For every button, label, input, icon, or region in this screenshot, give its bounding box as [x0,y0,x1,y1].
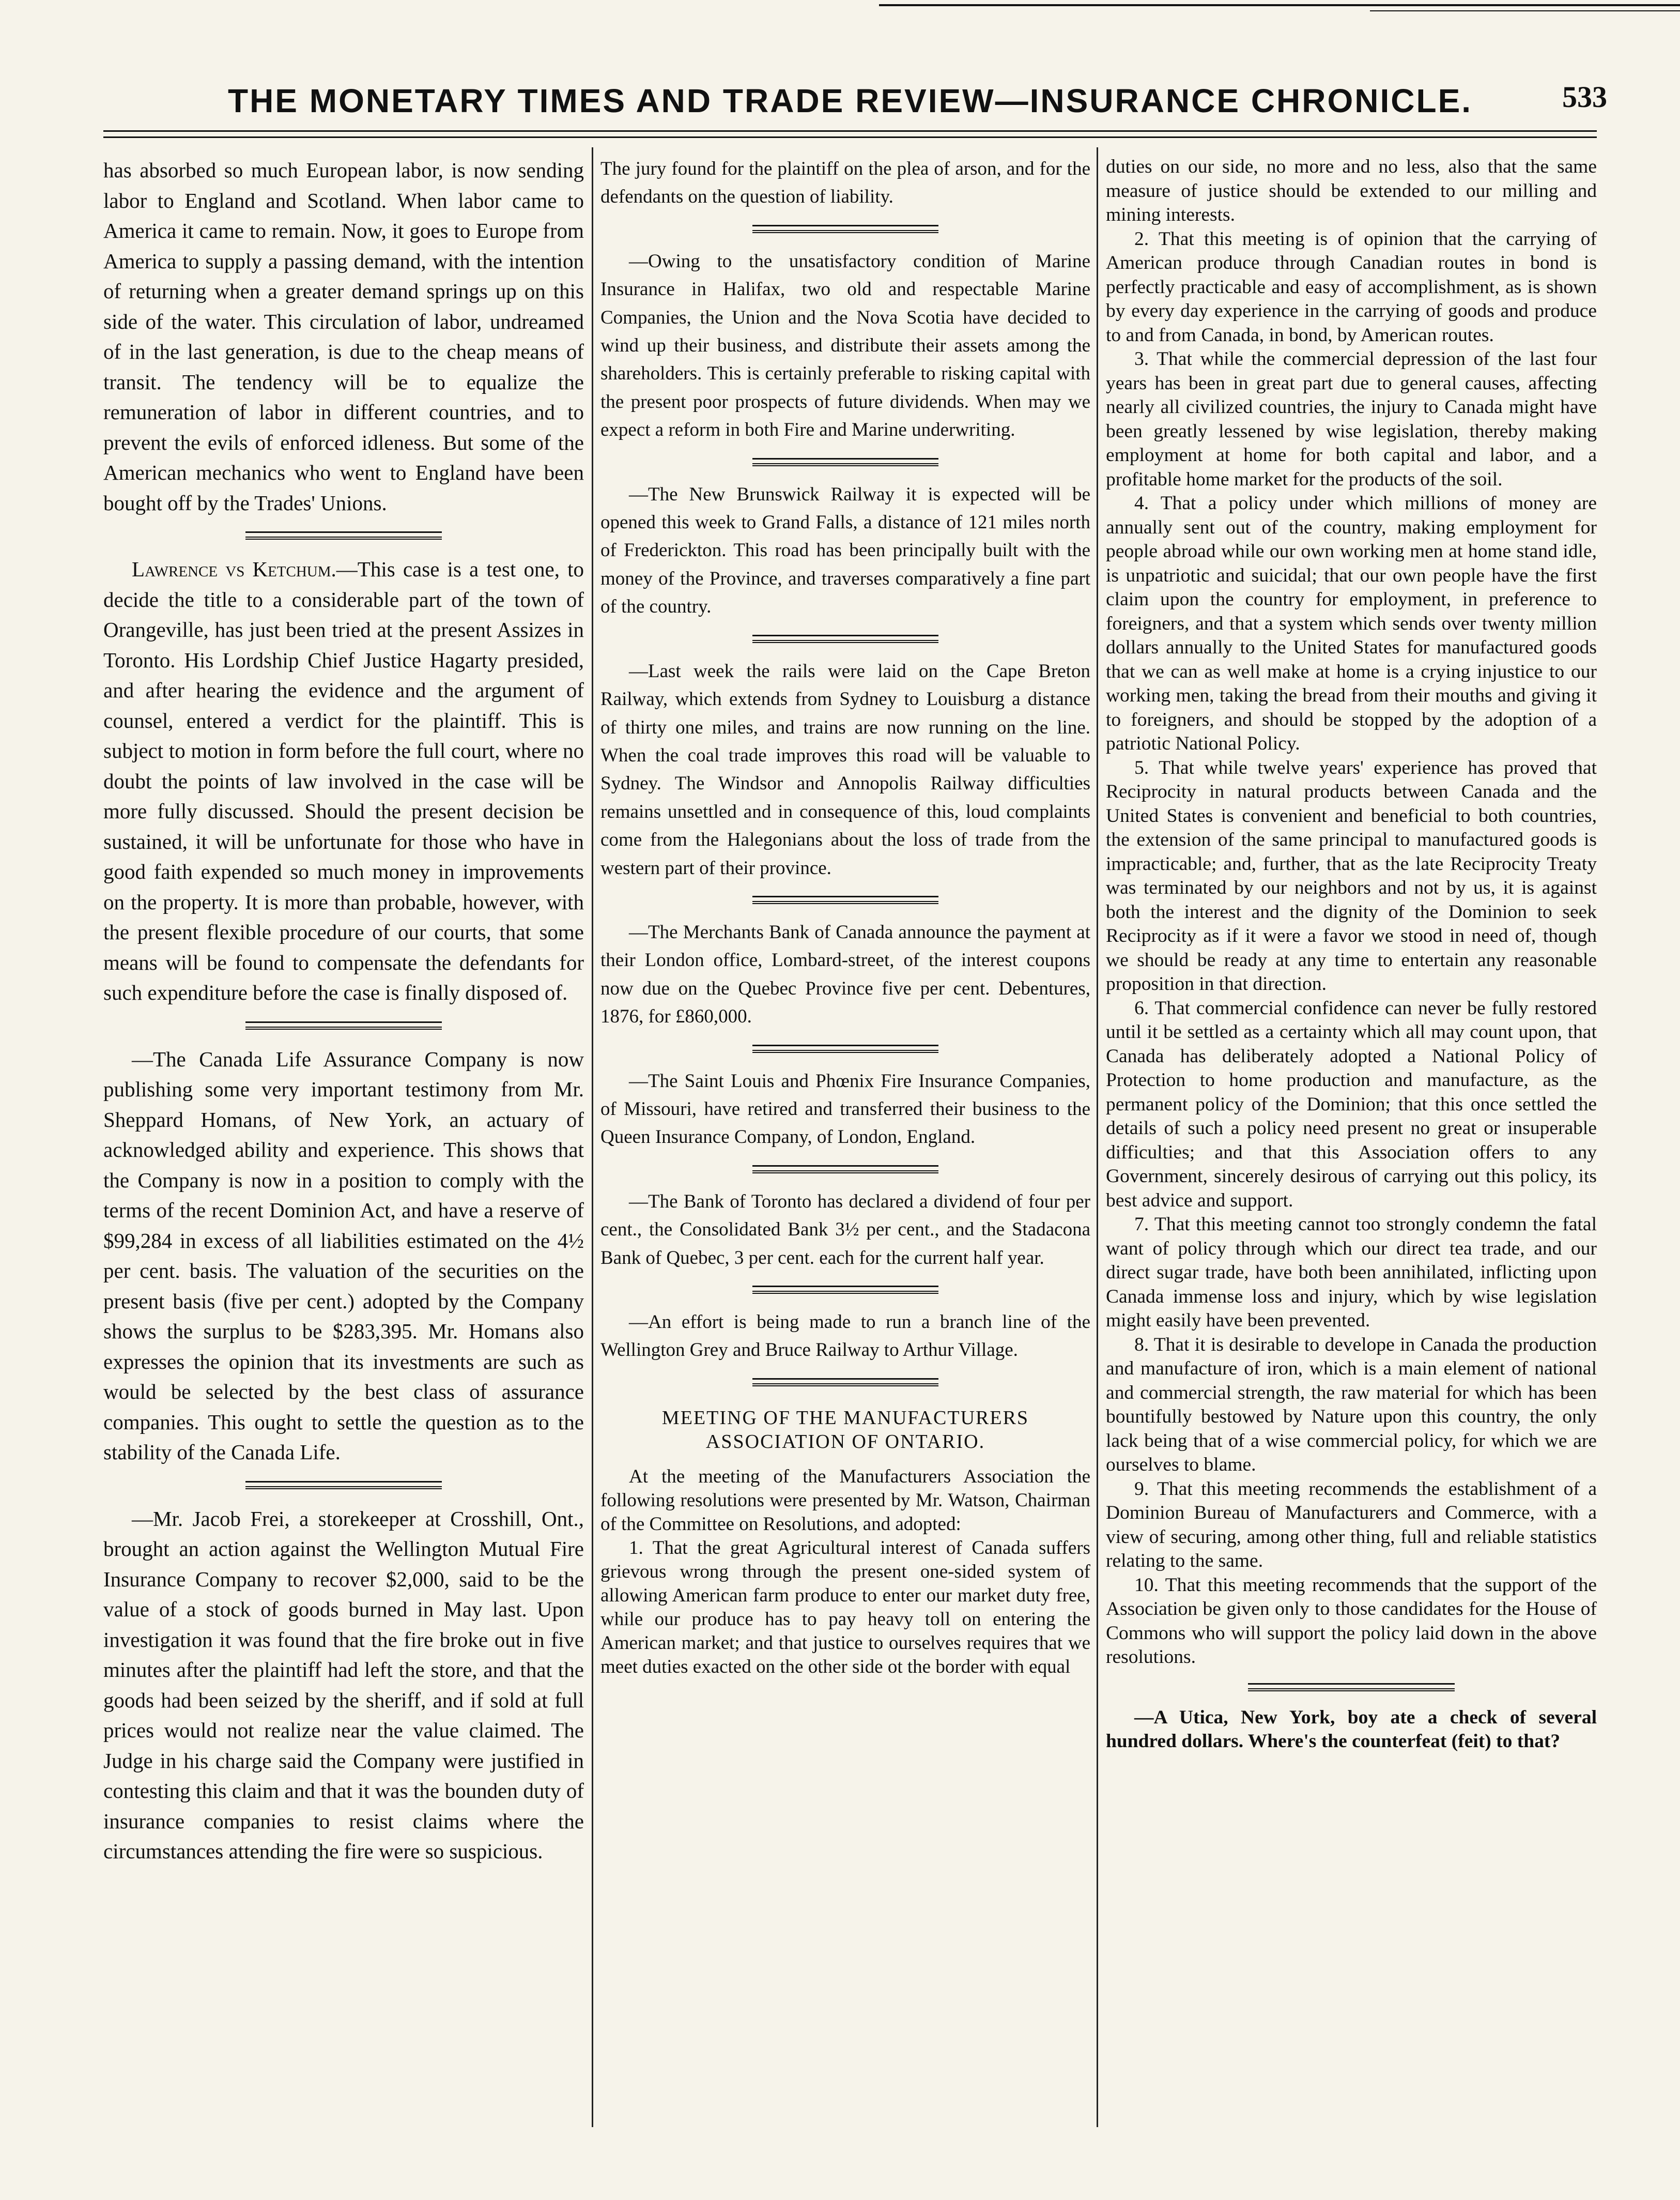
resolution-10: 10. That this meeting recommends that the support of the Association be given only to those candidates for the House of Commons who will support the policy laid down in the above resolutions. [1106,1574,1597,1668]
page-number: 533 [1562,80,1607,114]
article-jacob-frei: —Mr. Jacob Frei, a storekeeper at Crosshill, Ont., brought an action against the Wellington Mutual Fire Insurance Company to recover $2,000, said to be the value of a stock of goods burned in May last. Upon investigation it was found that the fire broke out in five minutes after the plaintiff had left the store, and that the goods had been seized by the sheriff, and if sold at full prices would not realize near the value claimed. The Judge in his charge said the Company were justified in contesting this claim and that it was the bounden duty of insurance companies to resist claims where the circumstances attending the fire were so suspicious. [103,1506,584,1863]
article-separator [600,621,1090,658]
article-merchants-bank: —The Merchants Bank of Canada announce the payment at their London office, Lombard-street, of the interest coupons now due on the Quebec Province five per cent. Debentures, 1876, for £860,000. [600,921,1090,1028]
heading-line-1: MEETING OF THE MANUFACTURERS [661,1407,1029,1429]
resolution-1-continued: duties on our side, no more and no less, also that the same measure of justice should be extended to our milling and mining interests. [1106,156,1597,225]
article-cape-breton-railway: —Last week the rails were laid on the Cape Breton Railway, which extends from Sydney to Louisburg a distance of thirty one miles, and trains are now running on the line. When the coal trade improves this road will be valuable to Sydney. The Windsor and Annopolis Railway difficulties remains unsettled and in consequence of this, loud complaints come from the Halegonians about the loss of trade from the western part of their province. [600,660,1090,879]
top-border-rule [879,4,1680,6]
top-border-rule-thin [1370,10,1680,11]
resolution-1: 1. That the great Agricultural interest of Canada suffers grievous wrong through the present one-sided system of allowing American farm produce to enter our market duty free, while our produce has to pay heavy toll on entering the American market; and that justice to ourselves requires that we meet duties exacted on the other side ot the border with equal [600,1537,1090,1677]
resolution-9: 9. That this meeting recommends the establishment of a Dominion Bureau of Manufacturers and Commerce, with a view of securing, among other thing, full and reliable statistics relating to the same. [1106,1478,1597,1571]
article-separator [600,1031,1090,1067]
column-3 [1106,155,1597,2145]
resolution-2: 2. That this meeting is of opinion that the carrying of American produce through Canadian routes in bond is perfectly practicable and easy of accomplishment, as is shown by every day experience in the carrying of goods and produce to and from Canada, in bond, by American routes. [1106,228,1597,346]
column-divider-1 [592,147,593,2127]
header-rule-bottom [103,136,1597,138]
article-canada-life: —The Canada Life Assurance Company is now publishing some very important testimony from Mr. Sheppard Homans, of New York, an actuary of acknowledged ability and experience. This shows that the Company is now in a position to comply with the terms of the recent Dominion Act, and have a reserve of $99,284 in excess of all liabilities estimated on the 4½ per cent. basis. The valuation of the securities on the present basis (five per cent.) adopted by the Company shows the surplus to be $283,395. Mr. Homans also expresses the opinion that its investments are such as would be selected by the best class of assurance companies. This ought to settle the question as to the stability of the Canada Life. [103,1047,584,1464]
section-heading-manufacturers-meeting [600,1406,1090,1454]
resolution-3: 3. That while the commercial depression of the last four years has been in great part due to general causes, affecting nearly all civilized countries, the injury to Canada might have been greatly lessened by wise legislation, thereby making employment at home for both capital and labor, and a profitable home market for the products of the soil. [1106,348,1597,490]
article-separator [1106,1670,1597,1706]
article-bank-of-toronto: —The Bank of Toronto has declared a dividend of four per cent., the Consolidated Bank 3½ per cent., and the Stadacona Bank of Quebec, 3 per cent. each for the current half year. [600,1190,1090,1269]
article-separator [103,518,584,554]
column-1 [103,155,584,2145]
article-separator [600,882,1090,919]
article-separator [103,1468,584,1504]
heading-line-2: ASSOCIATION OF ONTARIO. [705,1430,985,1453]
resolution-7: 7. That this meeting cannot too strongly condemn the fatal want of policy through which our direct tea trade, and our direct sugar trade, have both been annihilated, inflicting upon Canada immense loss and injury, which by wise legislation might easily have been prevented. [1106,1214,1597,1331]
article-separator [600,1152,1090,1188]
article-separator [600,1365,1090,1401]
article-separator [103,1008,584,1044]
article-new-brunswick-railway: —The New Brunswick Railway it is expected will be opened this week to Grand Falls, a distance of 121 miles north of Frederickton. This road has been principally built with the money of the Province, and traverses comparatively a fine part of the country. [600,483,1090,618]
masthead [103,72,1607,129]
column-2 [600,155,1090,2145]
article-labor-migration: has absorbed so much European labor, is now sending labor to England and Scotland. When labor came to America it came to remain. Now, it goes to Europe from America to supply a passing demand, with the intention of returning when a greater demand springs up on this side of the water. This circulation of labor, undreamed of in the last generation, is due to the cheap means of transit. The tendency will be to equalize the remuneration of labor in different countries, and to prevent the evils of enforced idleness. But some of the American mechanics who went to England have been bought off by the Trades' Unions. [103,158,584,515]
resolution-4: 4. That a policy under which millions of money are annually sent out of the country, making employment for people abroad while our own working men at home stand idle, is unpatriotic and suicidal; that our own people have the first claim upon the country for employment, in preference to foreigners, and that a system which sends over twenty million dollars annually to the United States for manufactured goods that we can as well make at home is a crying injustice to our working men, taking the bread from their mouths and giving it to foreigners, and should be stopped by the adoption of a patriotic National Policy. [1106,493,1597,754]
article-lawrence-title: Lawrence vs Ketchum. [132,557,336,581]
resolution-6: 6. That commercial confidence can never be fully restored until it be settled as a certainty which all may count upon, that Canada has deliberately adopted a National Policy of Protection to home production and manufacture, as the permanent policy of the Dominion; that this once settled the details of such a policy need present no great or insuperable difficulties; and that this Association offers to any Government, sincerely desirous of carrying out this policy, its best advice and support. [1106,997,1597,1211]
meeting-intro: At the meeting of the Manufacturers Association the following resolutions were presented by Mr. Watson, Chairman of the Committee on Resolutions, and adopted: [600,1465,1090,1535]
article-phoenix-fire: —The Saint Louis and Phœnix Fire Insurance Companies, of Missouri, have retired and transferred their business to the Queen Insurance Company, of London, England. [600,1070,1090,1148]
article-separator [600,445,1090,481]
article-marine-insurance: —Owing to the unsatisfactory condition of Marine Insurance in Halifax, two old and respectable Marine Companies, the Union and the Nova Scotia have decided to wind up their business, and distribute their assets among the shareholders. This is certainly preferable to risking capital with the present poor prospects of future dividends. When may we expect a reform in both Fire and Marine underwriting. [600,250,1090,441]
resolution-5: 5. That while twelve years' experience has proved that Reciprocity in natural products between Canada and the United States is convenient and beneficial to both countries, the extension of the same principal to manufactured goods is impracticable; and, further, that as the late Reciprocity Treaty was terminated by our neighbors and not by us, it is against both the interest and the dignity of the Dominion to seek Reciprocity as if it were a favor we stood in need of, though we should be ready at any time to entertain any reasonable proposition in that direction. [1106,757,1597,995]
resolution-8: 8. That it is desirable to develope in Canada the production and manufacture of iron, which is a main element of national and commercial strength, the raw material for which has been bountifully bestowed by Nature upon this country, the only lack being that of a wise commercial policy, for which we are ourselves to blame. [1106,1334,1597,1475]
column-divider-2 [1097,147,1098,2127]
article-lawrence-body: —This case is a test one, to decide the title to a considerable part of the town of Orangeville, has just been tried at the present Assizes in Toronto. His Lordship Chief Justice Hagarty presided, and after hearing the evidence and the argument of counsel, entered a verdict for the plaintiff. This is subject to motion in form before the full court, where no doubt the points of law involved in the case will be more fully discussed. Should the present decision be sustained, it will be unfortunate for those who have in good faith expended so much money in improvements on the property. It is more than probable, however, with the present flexible procedure of our courts, that some means will be found to compensate the defendants for such expenditure before the case is finally disposed of. [103,557,584,1004]
article-branch-line: —An effort is being made to run a branch line of the Wellington Grey and Bruce Railway to Arthur Village. [600,1311,1090,1361]
article-jury-verdict: The jury found for the plaintiff on the plea of arson, and for the defendants on the question of liability. [600,158,1090,208]
article-lawrence-vs-ketchum [103,554,584,1008]
article-separator [600,1272,1090,1308]
article-utica-boy: —A Utica, New York, boy ate a check of several hundred dollars. Where's the counterfeat (feit) to that? [1106,1706,1597,1752]
article-separator [600,211,1090,248]
page-title: THE MONETARY TIMES AND TRADE REVIEW—INSURANCE CHRONICLE. [227,82,1473,119]
header-rule-top [103,130,1597,132]
